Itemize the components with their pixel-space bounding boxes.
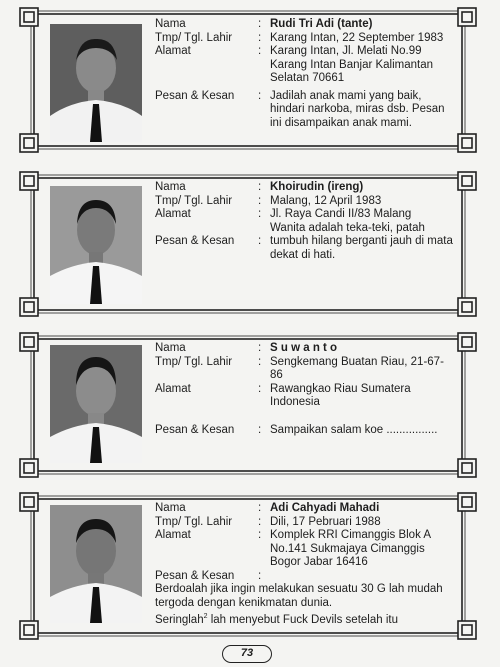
name-value: Khoirudin (ireng) bbox=[270, 181, 364, 193]
profile-card-2 bbox=[18, 170, 478, 318]
address-value: Karang Intan, Jl. Melati No.99 Karang Intan Banjar Kalimantan Selatan 70661 bbox=[270, 45, 434, 84]
name-row bbox=[155, 181, 456, 195]
colon: : bbox=[258, 208, 262, 220]
message-value: Jadilah anak mami yang baik, hindari narkoba, miras dsb. Pesan ini disampaikan anak mami. bbox=[270, 89, 445, 129]
colon: : bbox=[258, 382, 262, 395]
name-value: Adi Cahyadi Mahadi bbox=[270, 502, 380, 514]
name-label: Nama bbox=[155, 181, 186, 193]
message-line-1: Berdoalah jika ingin melakukan sesuatu 30 G lah mudah tergoda dengan kenikmatan dunia. bbox=[155, 583, 443, 609]
colon: : bbox=[258, 355, 262, 368]
colon: : bbox=[258, 181, 262, 193]
portrait-photo bbox=[50, 24, 142, 142]
profile-details bbox=[155, 18, 456, 130]
portrait-photo bbox=[50, 505, 142, 623]
profile-card-4 bbox=[18, 491, 478, 641]
portrait-photo bbox=[50, 186, 142, 304]
message-label: Pesan & Kesan bbox=[155, 569, 235, 582]
address-value: Rawangkao Riau Sumatera Indonesia bbox=[270, 382, 411, 408]
address-row bbox=[155, 45, 456, 86]
message-row bbox=[155, 90, 456, 131]
birth-value: Sengkemang Buatan Riau, 21-67-86 bbox=[270, 355, 444, 381]
profile-card-3 bbox=[18, 331, 478, 479]
colon: : bbox=[258, 515, 262, 528]
message-value bbox=[155, 583, 456, 627]
message-line-2: Seringlah$^2$ lah menyebut Fuck Devils setelah itu bbox=[155, 613, 398, 626]
address-row bbox=[155, 529, 456, 570]
name-label: Nama bbox=[155, 18, 186, 30]
message-label: Pesan & Kesan bbox=[155, 89, 235, 102]
address-label: Alamat bbox=[155, 45, 191, 57]
message-value: Sampaikan salam koe ................ bbox=[270, 423, 438, 436]
name-value: S u w a n t o bbox=[270, 342, 338, 354]
colon: : bbox=[258, 235, 262, 247]
message-row bbox=[155, 424, 456, 438]
birth-value: Karang Intan, 22 September 1983 bbox=[270, 31, 444, 44]
birth-label: Tmp/ Tgl. Lahir bbox=[155, 194, 233, 207]
address-label: Alamat bbox=[155, 208, 191, 220]
colon: : bbox=[258, 31, 262, 44]
message-row bbox=[155, 570, 456, 584]
profile-card-1 bbox=[18, 6, 478, 154]
colon: : bbox=[258, 18, 262, 30]
message-value: Wanita adalah teka-teki, patah tumbuh hilang berganti jauh di mata dekat di hati. bbox=[270, 221, 453, 261]
name-row bbox=[155, 342, 456, 356]
birth-label: Tmp/ Tgl. Lahir bbox=[155, 515, 233, 528]
address-row bbox=[155, 383, 456, 410]
colon: : bbox=[258, 423, 262, 436]
portrait-photo bbox=[50, 345, 142, 463]
message-label: Pesan & Kesan bbox=[155, 423, 235, 436]
message-label: Pesan & Kesan bbox=[155, 235, 235, 247]
birth-row bbox=[155, 195, 456, 209]
birth-row bbox=[155, 356, 456, 383]
birth-row bbox=[155, 516, 456, 530]
profile-details bbox=[155, 181, 456, 262]
name-label: Nama bbox=[155, 342, 186, 354]
address-label: Alamat bbox=[155, 382, 191, 395]
message-row bbox=[155, 222, 456, 263]
colon: : bbox=[258, 529, 262, 541]
colon: : bbox=[258, 342, 262, 354]
birth-label: Tmp/ Tgl. Lahir bbox=[155, 355, 233, 368]
colon: : bbox=[258, 502, 262, 514]
colon: : bbox=[258, 45, 262, 57]
name-row bbox=[155, 502, 456, 516]
name-label: Nama bbox=[155, 502, 186, 514]
address-value: Jl. Raya Candi II/83 Malang bbox=[270, 208, 412, 220]
birth-value: Malang, 12 April 1983 bbox=[270, 194, 382, 207]
address-value: Komplek RRI Cimanggis Blok A No.141 Sukmajaya Cimanggis Bogor Jabar 16416 bbox=[270, 529, 431, 568]
birth-label: Tmp/ Tgl. Lahir bbox=[155, 31, 233, 44]
address-label: Alamat bbox=[155, 529, 191, 541]
birth-value: Dili, 17 Pebruari 1988 bbox=[270, 515, 381, 528]
profile-details bbox=[155, 502, 456, 583]
address-row bbox=[155, 208, 456, 222]
profile-details bbox=[155, 342, 456, 437]
birth-row bbox=[155, 32, 456, 46]
colon: : bbox=[258, 569, 262, 582]
colon: : bbox=[258, 194, 262, 207]
name-row bbox=[155, 18, 456, 32]
name-value: Rudi Tri Adi (tante) bbox=[270, 18, 373, 30]
colon: : bbox=[258, 89, 262, 102]
page-number: 73 bbox=[222, 645, 272, 663]
